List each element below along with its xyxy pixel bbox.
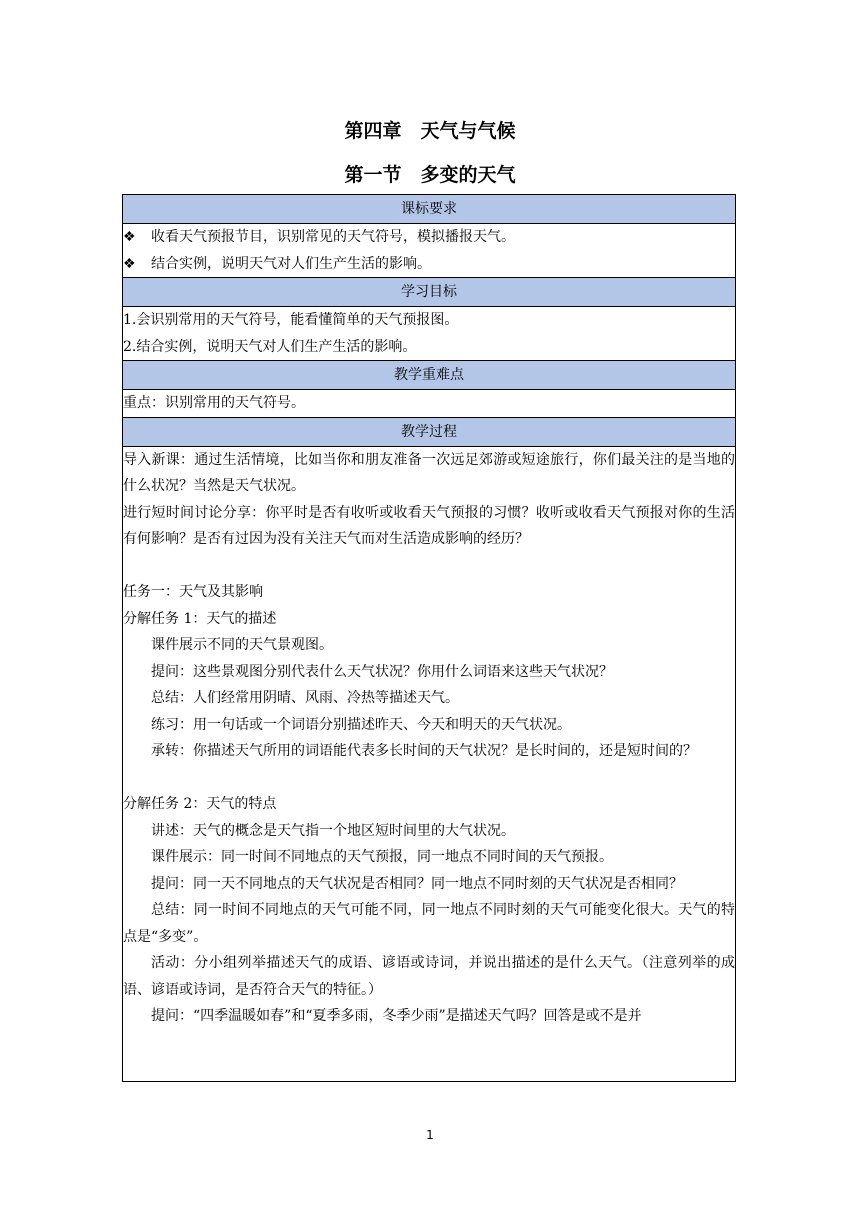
paragraph: 总结：同一时间不同地点的天气可能不同，同一地点不同时刻的天气可能变化很大。天气的特点是“多变”。 xyxy=(123,902,735,945)
paragraph: 导入新课：通过生活情境，比如当你和朋友准备一次远足郊游或短途旅行，你们最关注的是当地的什么状况？当然是天气状况。 xyxy=(123,451,735,494)
list-item: 重点：识别常用的天气符号。 xyxy=(123,395,305,411)
guocheng-header: 教学过程 xyxy=(123,417,736,446)
list-item: 1.会识别常用的天气符号，能看懂简单的天气预报图。 xyxy=(123,312,459,328)
paragraph: 进行短时间讨论分享：你平时是否有收听或收看天气预报的习惯？收听或收看天气预报对你的生活有何影响？是否有过因为没有关注天气而对生活造成影响的经历？ xyxy=(123,504,735,547)
task-heading: 任务一：天气及其影响 xyxy=(123,584,263,600)
paragraph: 练习：用一句话或一个词语分别描述昨天、今天和明天的天气状况。 xyxy=(151,716,571,733)
kebiao-header: 课标要求 xyxy=(123,195,736,224)
list-item: ❖ 收看天气预报节目，识别常见的天气符号，模拟播报天气。 xyxy=(123,224,735,251)
list-item: ❖ 结合实例，说明天气对人们生产生活的影响。 xyxy=(123,251,735,278)
paragraph: 提问：同一天不同地点的天气状况是否相同？同一地点不同时刻的天气状况是否相同？ xyxy=(151,875,683,892)
subtask-heading: 分解任务 1：天气的描述 xyxy=(123,610,277,627)
page-number: 1 xyxy=(426,1128,434,1142)
zhongnan-content xyxy=(123,390,736,418)
list-item: 2.结合实例，说明天气对人们生产生活的影响。 xyxy=(123,338,417,355)
chapter-title: 第四章 天气与气候 xyxy=(344,120,516,142)
guocheng-content xyxy=(123,446,736,1081)
mubiao-content xyxy=(123,307,736,361)
paragraph: 总结：人们经常用阴晴、风雨、冷热等描述天气。 xyxy=(151,690,459,706)
kebiao-content xyxy=(123,224,736,278)
paragraph: 活动：分小组列举描述天气的成语、谚语或诗词，并说出描述的是什么天气。（注意列举的成语、谚语或诗词，是否符合天气的特征。） xyxy=(123,955,735,998)
paragraph: 课件展示：同一时间不同地点的天气预报，同一地点不同时间的天气预报。 xyxy=(151,849,613,865)
paragraph: 提问：“四季温暖如春”和“夏季多雨，冬季少雨”是描述天气吗？回答是或不是并 xyxy=(151,1008,642,1024)
paragraph: 提问：这些景观图分别代表什么天气状况？你用什么词语来这些天气状况？ xyxy=(151,663,613,680)
diamond-bullet-icon: ❖ xyxy=(123,229,136,245)
section-title: 第一节 多变的天气 xyxy=(344,164,516,186)
lesson-plan-table xyxy=(122,194,736,1082)
subtask-heading: 分解任务 2：天气的特点 xyxy=(123,796,277,812)
paragraph: 承转：你描述天气所用的词语能代表多长时间的天气状况？是长时间的，还是短时间的？ xyxy=(151,743,697,759)
mubiao-header: 学习目标 xyxy=(123,278,736,307)
paragraph: 讲述：天气的概念是天气指一个地区短时间里的大气状况。 xyxy=(151,822,515,839)
zhongnan-header: 教学重难点 xyxy=(123,361,736,390)
diamond-bullet-icon: ❖ xyxy=(123,255,136,272)
paragraph: 课件展示不同的天气景观图。 xyxy=(151,637,333,653)
